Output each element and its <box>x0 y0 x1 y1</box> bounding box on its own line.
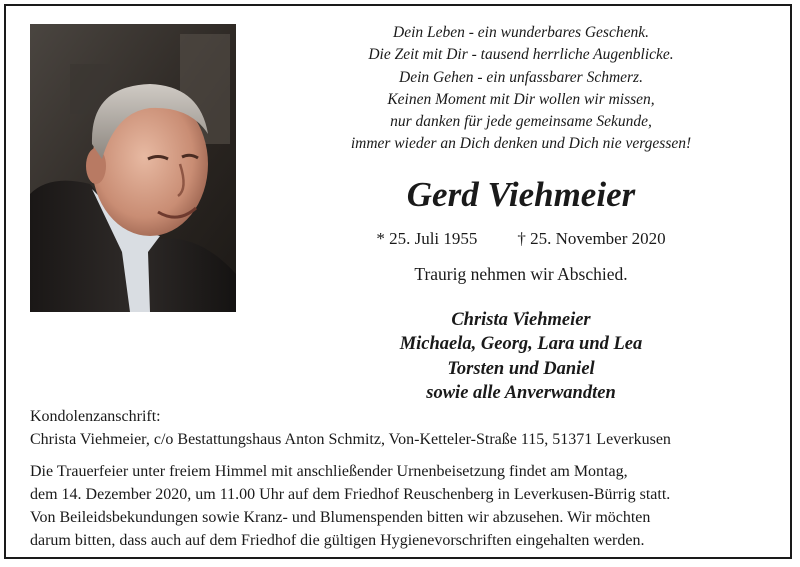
poem-line: Die Zeit mit Dir - tausend herrliche Augenblicke. <box>368 46 674 64</box>
mourner-line: sowie alle Anverwandten <box>426 382 616 403</box>
death-date: † 25. November 2020 <box>517 229 666 248</box>
condolence-address-block <box>30 406 780 451</box>
notice-line: Von Beileidsbekundungen sowie Kranz- und Blumenspenden bitten wir abzusehen. Wir möchten <box>30 509 651 526</box>
notice-line: darum bitten, dass auch auf dem Friedhof die gültigen Hygienevorschriften eingehalten werden. <box>30 532 645 549</box>
condolence-address: Christa Viehmeier, c/o Bestattungshaus Anton Schmitz, Von-Ketteler-Straße 115, 51371 Leverkusen <box>30 430 671 448</box>
mourner-line: Christa Viehmeier <box>451 310 591 330</box>
portrait-image <box>30 24 236 312</box>
mourner-line: Michaela, Georg, Lara und Lea <box>399 334 643 355</box>
mourner-line: Torsten und Daniel <box>447 358 595 379</box>
notice-line: Die Trauerfeier unter freiem Himmel mit anschließender Urnenbeisetzung findet am Montag, <box>30 463 628 480</box>
farewell-text: Traurig nehmen wir Abschied. <box>414 264 628 284</box>
deceased-name: Gerd Viehmeier <box>406 175 636 214</box>
life-dates <box>306 228 736 250</box>
poem-line: Dein Gehen - ein unfassbarer Schmerz. <box>399 68 643 86</box>
funeral-notice <box>30 460 780 552</box>
mourners-list <box>306 308 736 405</box>
birth-date: * 25. Juli 1955 <box>376 229 478 248</box>
poem-line: Dein Leben - ein wunderbares Geschenk. <box>393 24 649 41</box>
poem <box>286 22 756 156</box>
notice-line: dem 14. Dezember 2020, um 11.00 Uhr auf dem Friedhof Reuschenberg in Leverkusen-Bürrig statt. <box>30 486 671 503</box>
poem-line: nur danken für jede gemeinsame Sekunde, <box>390 113 652 131</box>
condolence-label: Kondolenzanschrift: <box>30 408 161 425</box>
poem-line: Keinen Moment mit Dir wollen wir missen, <box>387 90 655 108</box>
poem-line: immer wieder an Dich denken und Dich nie vergessen! <box>350 135 692 153</box>
portrait-photo <box>30 24 236 312</box>
obituary-card <box>4 4 792 559</box>
